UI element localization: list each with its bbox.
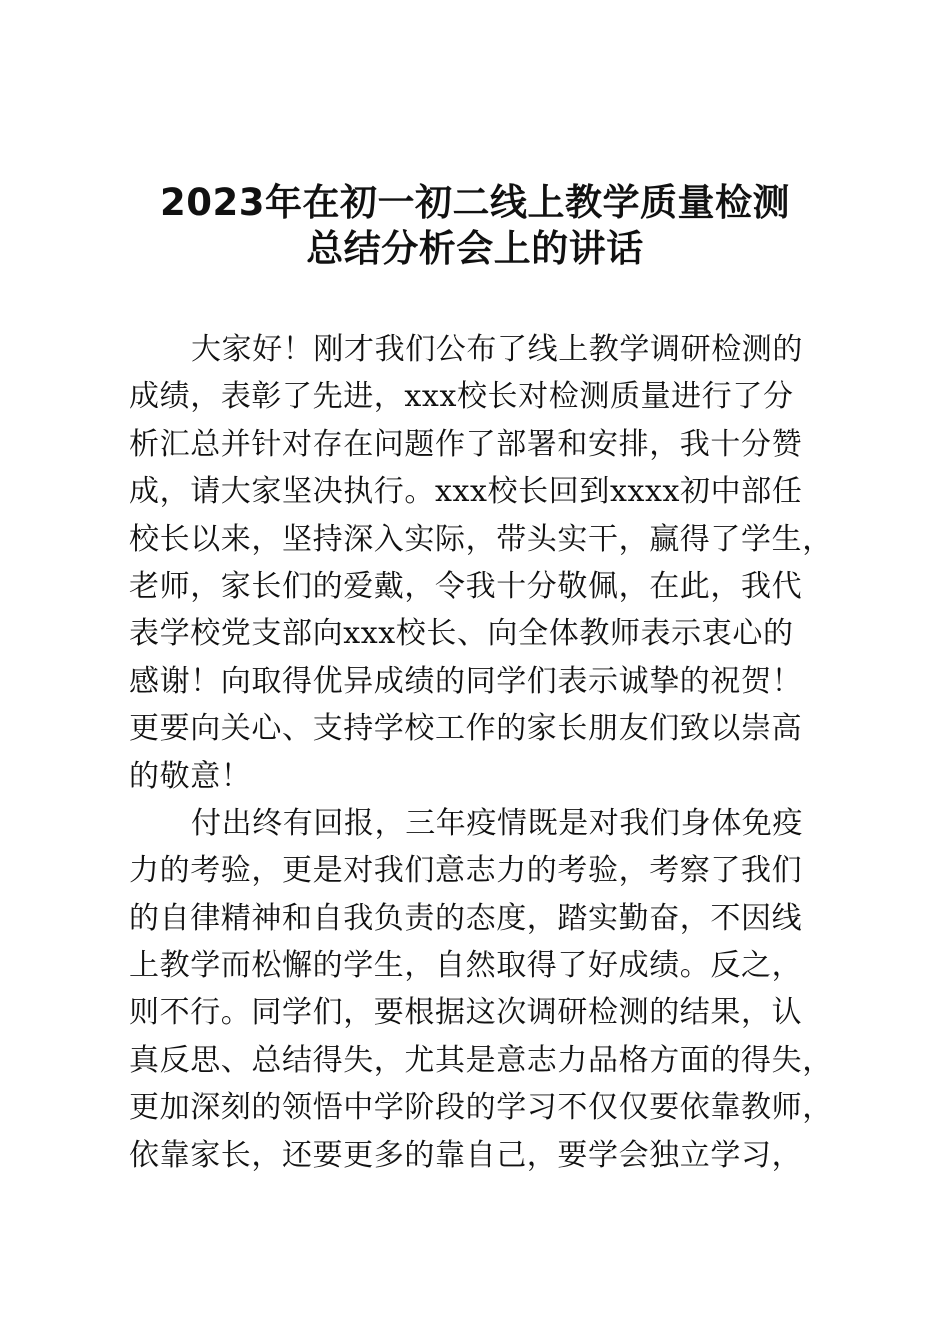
text-line: 成绩，表彰了先进，xxx校长对检测质量进行了分 (129, 379, 794, 415)
text-line: 力的考验，更是对我们意志力的考验，考察了我们 (129, 853, 803, 889)
text-line: 上教学而松懈的学生，自然取得了好成绩。反之， (129, 948, 803, 984)
text-line: 感谢！向取得优异成绩的同学们表示诚挚的祝贺！ (129, 663, 803, 699)
title-line-1: 2023年在初一初二线上教学质量检测 (160, 181, 790, 224)
text-line: 的自律精神和自我负责的态度，踏实勤奋，不因线 (129, 900, 803, 936)
text-line: 校长以来，坚持深入实际，带头实干，赢得了学生， (129, 521, 833, 557)
text-line: 真反思、总结得失，尤其是意志力品格方面的得失， (129, 1042, 833, 1078)
text-line: 析汇总并针对存在问题作了部署和安排，我十分赞 (129, 426, 803, 462)
text-line: 的敬意！ (129, 758, 252, 794)
text-line: 更要向关心、支持学校工作的家长朋友们致以崇高 (129, 711, 803, 747)
text-line: 大家好！刚才我们公布了线上教学调研检测的 (191, 332, 803, 367)
text-line: 表学校党支部向xxx校长、向全体教师表示衷心的 (129, 616, 794, 652)
text-line: 则不行。同学们，要根据这次调研检测的结果，认 (129, 995, 803, 1031)
title-line-2: 总结分析会上的讲话 (306, 227, 644, 270)
text-line: 付出终有回报，三年疫情既是对我们身体免疫 (191, 805, 803, 841)
text-line: 更加深刻的领悟中学阶段的学习不仅仅要依靠教师， (129, 1090, 833, 1126)
document-title (60, 180, 890, 272)
paragraph-2 (129, 800, 839, 1179)
text-line: 依靠家长，还要更多的靠自己，要学会独立学习， (129, 1137, 803, 1173)
document-body (129, 326, 839, 1179)
text-line: 成，请大家坚决执行。xxx校长回到xxxx初中部任 (129, 474, 803, 510)
paragraph-1 (129, 326, 839, 800)
text-line: 老师，家长们的爱戴，令我十分敬佩，在此，我代 (129, 568, 803, 604)
